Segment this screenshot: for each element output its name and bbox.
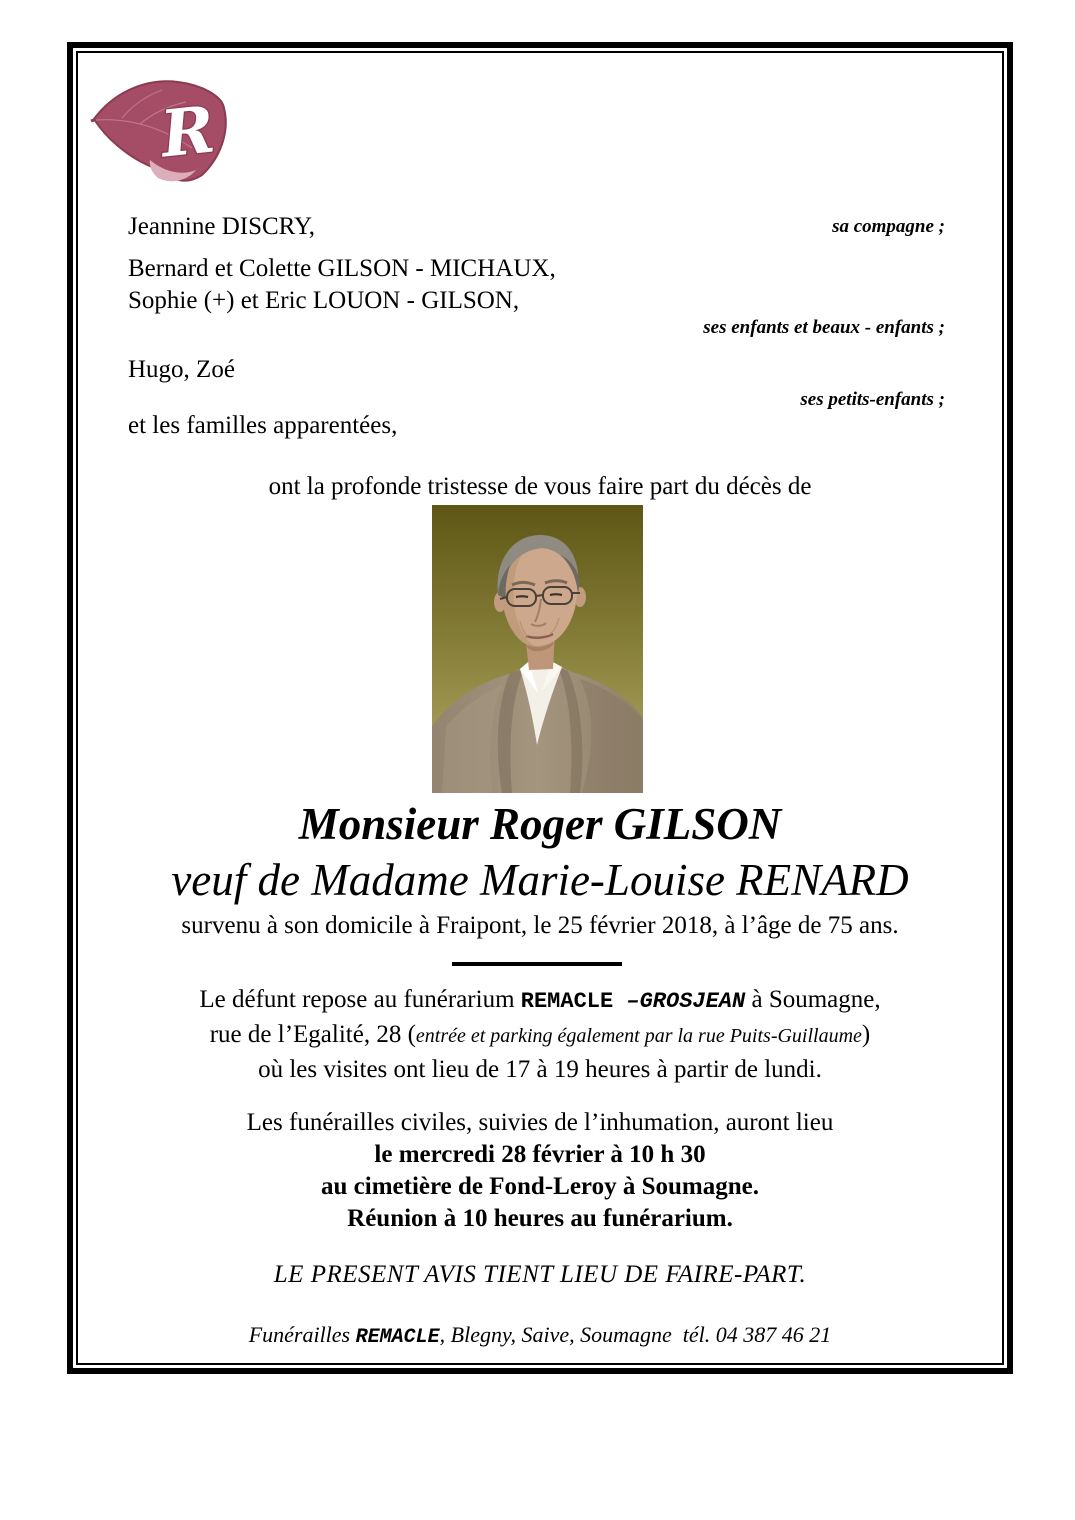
ceremony-place: au cimetière de Fond-Leroy à Soumagne. <box>321 1173 759 1200</box>
visits-line: où les visites ont lieu de 17 à 19 heures à partir de lundi. <box>258 1056 822 1083</box>
address-note: entrée et parking également par la rue Puits-Guillaume <box>415 1025 862 1047</box>
children-label: ses enfants et beaux - enfants ; <box>703 317 945 338</box>
separator-line <box>452 962 622 966</box>
footer-suffix: , Blegny, Saive, Soumagne tél. 04 387 46 21 <box>439 1322 832 1347</box>
children-line-1: Bernard et Colette GILSON - MICHAUX, <box>128 255 556 282</box>
funeral-home-brand-2: –GROSJEAN <box>613 989 746 1014</box>
footer-line <box>67 1322 1013 1349</box>
funerarium-line-1 <box>67 986 1013 1014</box>
announcement-line: ont la profonde tristesse de vous faire part du décès de <box>268 473 812 500</box>
address-suffix: ) <box>861 1021 871 1048</box>
companion-label: sa compagne ; <box>832 216 945 237</box>
grandchildren-label: ses petits-enfants ; <box>800 389 945 410</box>
funeral-home-logo <box>88 72 246 188</box>
funerarium-suffix: à Soumagne, <box>745 986 881 1013</box>
address-prefix: rue de l’Egalité, 28 ( <box>209 1021 416 1048</box>
legal-notice-line: LE PRESENT AVIS TIENT LIEU DE FAIRE-PART. <box>273 1261 807 1288</box>
children-line-2: Sophie (+) et Eric LOUON - GILSON, <box>128 287 520 314</box>
ceremony-intro: Les funérailles civiles, suivies de l’inhumation, auront lieu <box>246 1109 834 1136</box>
families-line: et les familles apparentées, <box>128 412 398 439</box>
grandchildren-names: Hugo, Zoé <box>128 356 235 383</box>
deceased-name: Monsieur Roger GILSON <box>298 799 782 849</box>
funeral-home-brand: REMACLE <box>520 989 614 1014</box>
deceased-spouse-line: veuf de Madame Marie-Louise RENARD <box>171 855 909 905</box>
funerarium-line-2 <box>67 1021 1013 1049</box>
svg-text:R: R <box>157 92 219 173</box>
portrait-photo <box>432 505 643 793</box>
ceremony-datetime: le mercredi 28 février à 10 h 30 <box>374 1141 706 1168</box>
portrait-image <box>432 505 643 793</box>
funerarium-prefix: Le défunt repose au funérarium <box>199 986 521 1013</box>
death-details-line: survenu à son domicile à Fraipont, le 25 février 2018, à l’âge de 75 ans. <box>181 912 899 939</box>
footer-prefix: Funérailles <box>248 1322 356 1347</box>
leaf-logo-icon <box>88 72 246 188</box>
companion-name: Jeannine DISCRY, <box>128 213 316 240</box>
footer-brand: REMACLE <box>355 1326 440 1349</box>
ceremony-meeting: Réunion à 10 heures au funérarium. <box>347 1205 733 1232</box>
